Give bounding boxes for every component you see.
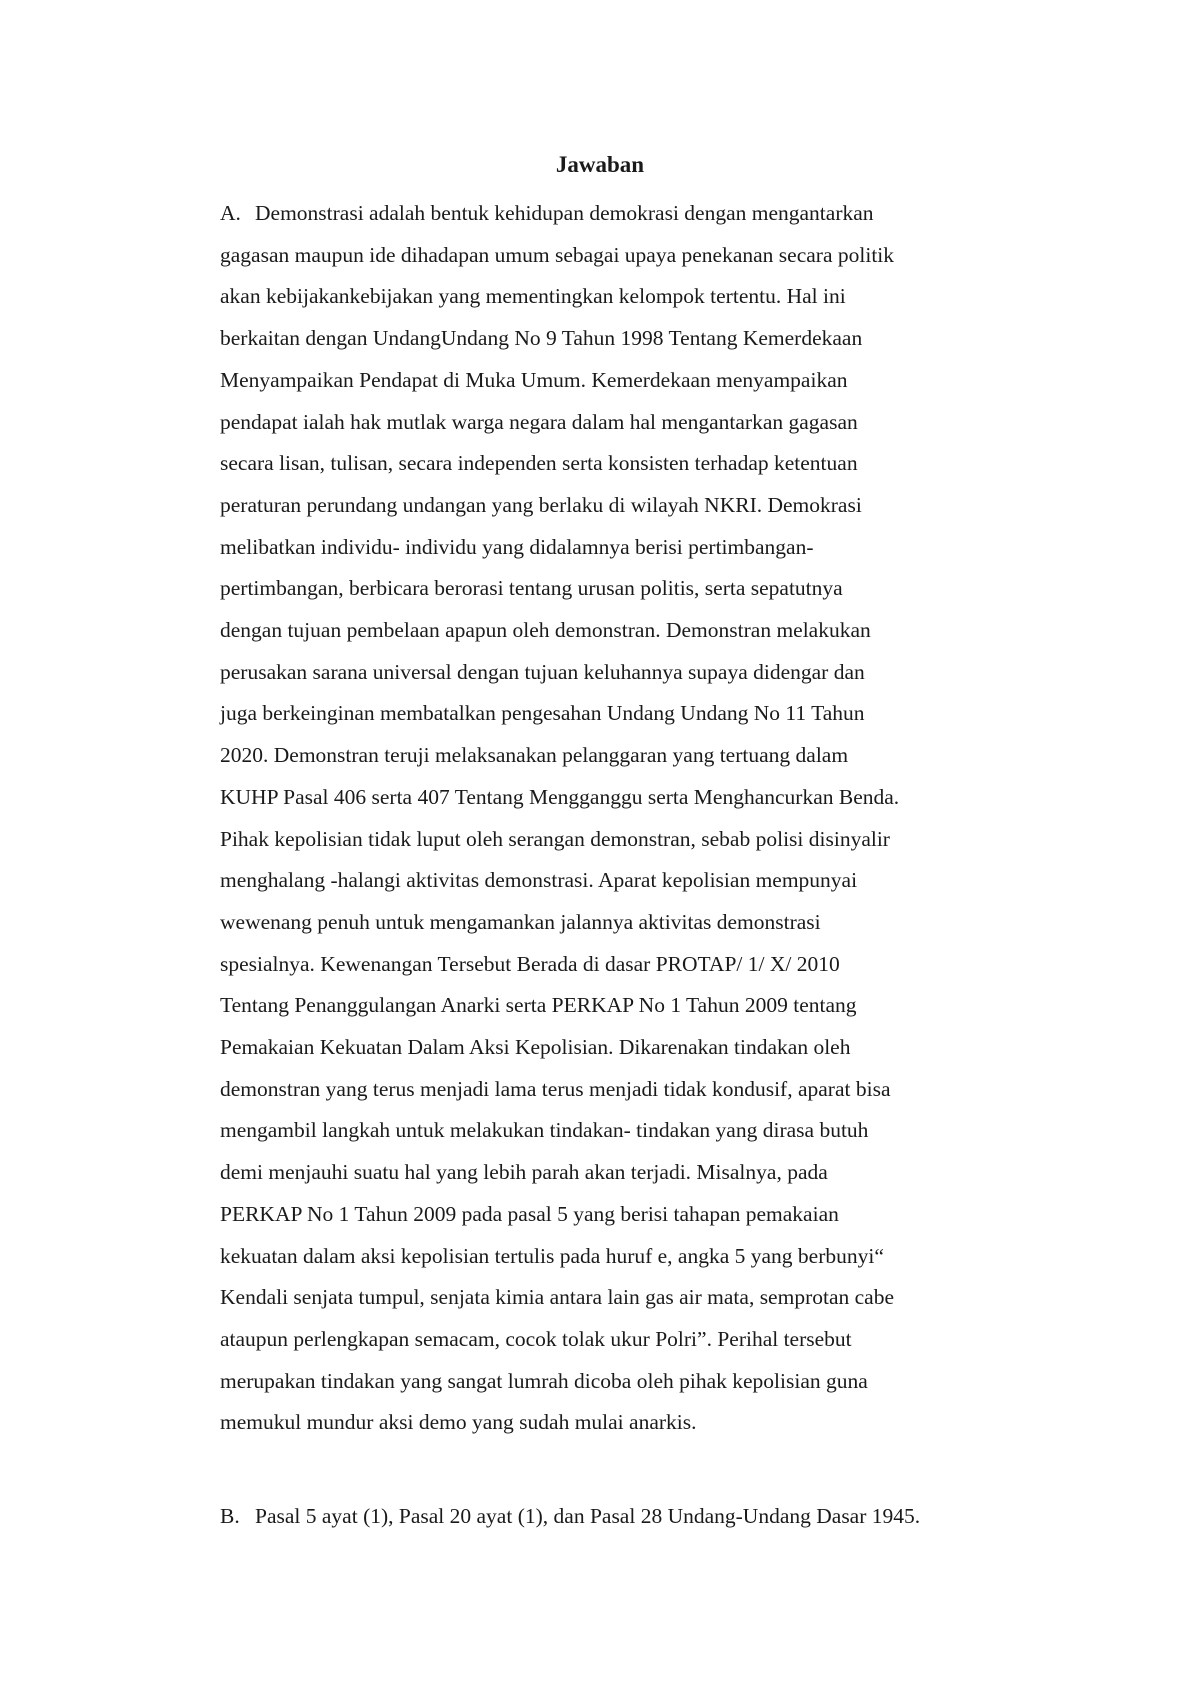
text-line: ataupun perlengkapan semacam, cocok tolak ukur Polri”. Perihal tersebut [220, 1326, 852, 1351]
text-line: demi menjauhi suatu hal yang lebih parah akan terjadi. Misalnya, pada [220, 1160, 828, 1185]
text-line: perusakan sarana universal dengan tujuan keluhannya supaya didengar dan [220, 659, 865, 684]
text-line: mengambil langkah untuk melakukan tindakan- tindakan yang dirasa butuh [220, 1118, 869, 1143]
text-line: pertimbangan, berbicara berorasi tentang urusan politis, serta sepatutnya [220, 576, 843, 601]
text-line: gagasan maupun ide dihadapan umum sebagai upaya penekanan secara politik [220, 242, 895, 267]
text-line: demonstran yang terus menjadi lama terus menjadi tidak kondusif, aparat bisa [220, 1076, 891, 1101]
text-line: juga berkeinginan membatalkan pengesahan Undang Undang No 11 Tahun [220, 701, 865, 726]
text-line: Pasal 5 ayat (1), Pasal 20 ayat (1), dan Pasal 28 Undang-Undang Dasar 1945. [255, 1504, 921, 1528]
text-line: pendapat ialah hak mutlak warga negara dalam hal mengantarkan gagasan [220, 409, 858, 434]
text-line: spesialnya. Kewenangan Tersebut Berada di dasar PROTAP/ 1/ X/ 2010 [220, 951, 840, 976]
answer-paragraph-b [220, 1496, 1050, 1538]
text-line: Menyampaikan Pendapat di Muka Umum. Kemerdekaan menyampaikan [220, 367, 848, 392]
text-line: Pemakaian Kekuatan Dalam Aksi Kepolisian. Dikarenakan tindakan oleh [220, 1035, 851, 1060]
text-line: wewenang penuh untuk mengamankan jalannya aktivitas demonstrasi [220, 909, 821, 934]
answer-paragraph-a [220, 193, 1050, 1444]
list-marker-a: A. [220, 201, 241, 225]
text-line: Tentang Penanggulangan Anarki serta PERKAP No 1 Tahun 2009 tentang [220, 993, 857, 1018]
text-line: 2020. Demonstran teruji melaksanakan pelanggaran yang tertuang dalam [220, 743, 849, 768]
text-line: Demonstrasi adalah bentuk kehidupan demokrasi dengan mengantarkan [255, 201, 874, 225]
text-line: PERKAP No 1 Tahun 2009 pada pasal 5 yang berisi tahapan pemakaian [220, 1201, 839, 1226]
text-line: berkaitan dengan UndangUndang No 9 Tahun 1998 Tentang Kemerdekaan [220, 326, 863, 351]
text-line: dengan tujuan pembelaan apapun oleh demonstran. Demonstran melakukan [220, 618, 871, 643]
text-line: secara lisan, tulisan, secara independen serta konsisten terhadap ketentuan [220, 451, 858, 476]
text-line: kekuatan dalam aksi kepolisian tertulis pada huruf e, angka 5 yang berbunyi“ [220, 1243, 884, 1268]
text-line: melibatkan individu- individu yang didalamnya berisi pertimbangan- [220, 534, 814, 559]
list-marker-b: B. [220, 1504, 240, 1528]
text-line: Pihak kepolisian tidak luput oleh serangan demonstran, sebab polisi disinyalir [220, 826, 890, 851]
text-line: memukul mundur aksi demo yang sudah mulai anarkis. [220, 1410, 697, 1435]
answer-item-b [220, 1496, 1050, 1538]
text-line: akan kebijakankebijakan yang mementingkan kelompok tertentu. Hal ini [220, 284, 846, 309]
text-line: Kendali senjata tumpul, senjata kimia antara lain gas air mata, semprotan cabe [220, 1285, 895, 1310]
text-line: merupakan tindakan yang sangat lumrah dicoba oleh pihak kepolisian guna [220, 1368, 868, 1393]
text-line: menghalang -halangi aktivitas demonstrasi. Aparat kepolisian mempunyai [220, 868, 858, 893]
answer-item-a [220, 193, 1050, 1444]
document-title: Jawaban [555, 152, 645, 177]
text-line: KUHP Pasal 406 serta 407 Tentang Mengganggu serta Menghancurkan Benda. [220, 784, 900, 809]
text-line: peraturan perundang undangan yang berlaku di wilayah NKRI. Demokrasi [220, 492, 862, 517]
